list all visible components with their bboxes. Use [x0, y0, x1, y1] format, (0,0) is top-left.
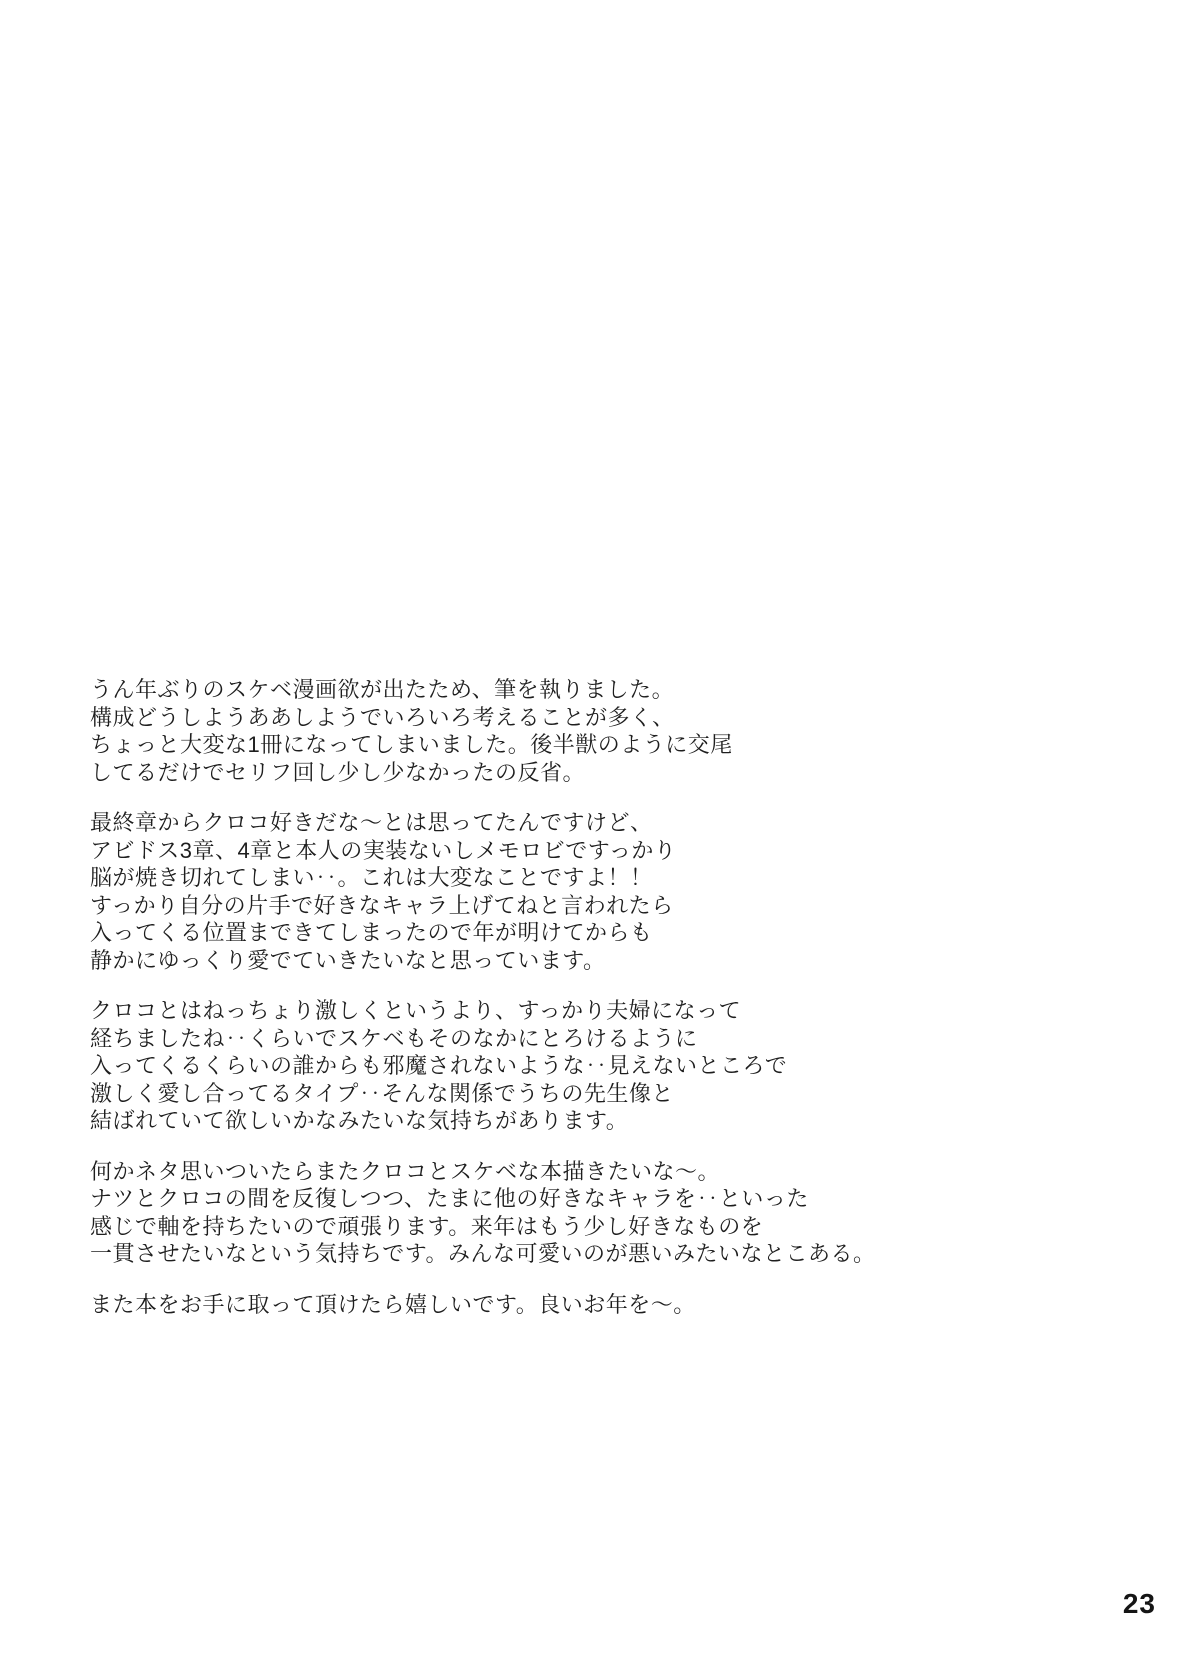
text-line: 入ってくる位置まできてしまったので年が明けてからも [90, 920, 653, 945]
afterword-paragraph-2 [90, 809, 990, 974]
afterword-paragraph-1 [90, 676, 990, 786]
text-line: また本をお手に取って頂けたら嬉しいです。良いお年を～。 [90, 1291, 696, 1317]
text-line: 感じで軸を持ちたいので頑張ります。来年はもう少し好きなものを [90, 1213, 764, 1239]
text-line: 結ばれていて欲しいかなみたいな気持ちがあります。 [90, 1108, 629, 1133]
text-line: ナツとクロコの間を反復しつつ、たまに他の好きなキャラを‥といった [90, 1186, 809, 1211]
afterword-paragraph-4 [90, 1158, 990, 1268]
afterword-text-block [90, 676, 990, 1318]
text-line: 最終章からクロコ好きだな～とは思ってたんですけど、 [90, 810, 653, 835]
text-line: 激しく愛し合ってるタイプ‥そんな関係でうちの先生像と [90, 1080, 674, 1106]
page-number: 23 [1122, 1588, 1156, 1619]
text-line: うん年ぶりのスケベ漫画欲が出たため、筆を執りました。 [90, 677, 675, 702]
text-line: してるだけでセリフ回し少し少なかったの反省。 [90, 759, 586, 785]
afterword-paragraph-5 [90, 1291, 990, 1319]
text-line: 経ちましたね‥くらいでスケベもそのなかにとろけるように [90, 1025, 698, 1051]
text-line: 一貫させたいなという気持ちです。みんな可愛いのが悪いみたいなとこある。 [90, 1241, 876, 1266]
text-line: すっかり自分の片手で好きなキャラ上げてねと言われたら [90, 892, 674, 918]
text-line: クロコとはねっちょり激しくというより、すっかり夫婦になって [90, 998, 742, 1023]
text-line: 入ってくるくらいの誰からも邪魔されないような‥見えないところで [90, 1053, 788, 1078]
text-line: ちょっと大変な1冊になってしまいました。後半獣のように交尾 [90, 732, 733, 757]
text-line: 構成どうしようああしようでいろいろ考えることが多く、 [90, 704, 675, 730]
text-line: 何かネタ思いついたらまたクロコとスケベな本描きたいな～。 [90, 1158, 721, 1184]
text-line: アビドス3章、4章と本人の実装ないしメモロビですっかり [90, 837, 677, 863]
afterword-paragraph-3 [90, 997, 990, 1135]
text-line: 脳が焼き切れてしまい‥。これは大変なことですよ！！ [90, 865, 653, 890]
text-line: 静かにゆっくり愛でていきたいなと思っています。 [90, 947, 606, 973]
